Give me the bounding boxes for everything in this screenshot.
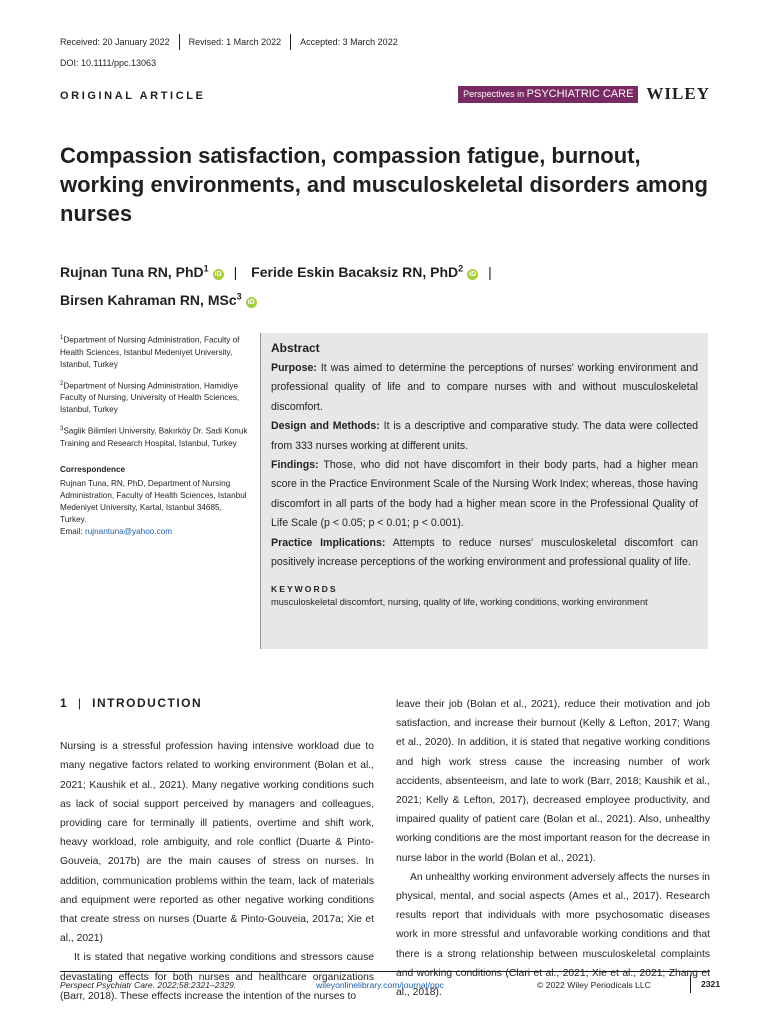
page-number: 2321 <box>690 975 720 993</box>
abstract-body <box>271 359 698 572</box>
correspondence-text: Rujnan Tuna, RN, PhD, Department of Nursing Administration, Faculty of Health Sciences, Istanbul Medeniyet University, Kartal, Istanbul 34685, Turkey. Email: rujnantuna@yahoo.com <box>60 479 247 537</box>
doi[interactable]: DOI: 10.1111/ppc.13063 <box>60 58 157 68</box>
publisher-logo[interactable]: WILEY <box>646 84 710 103</box>
orcid-icon[interactable]: iD <box>214 270 222 278</box>
abstract-findings: Findings: Those, who did not have discomfort in their body parts, had a higher mean score in the Practice Environment Scale of the Nursing Work Index; whereas, those having discomfort in all parts of the body had a higher mean score in the Professional Quality of Life Scale (p < 0.05; p < 0.01; p < 0.001). <box>271 459 698 530</box>
journal-logo[interactable] <box>458 86 638 103</box>
affiliation: $^3$Saglik Bilimleri University, Bakırköy Dr. Sadi Konuk Training and Research Hospital, Istanbul, Turkey <box>60 426 248 449</box>
abstract-design: Design and Methods: It is a descriptive and comparative study. The data were collected from 333 nurses working at different units. <box>271 420 698 452</box>
footer-journal-link[interactable]: wileyonlinelibrary.com/journal/ppc <box>316 980 444 990</box>
abstract-box <box>260 333 708 649</box>
affiliation: $^2$Department of Nursing Administration, Hamidiye Faculty of Nursing, University of Health Sciences, Istanbul, Turkey <box>60 380 240 415</box>
keywords-heading: KEYWORDS <box>271 584 338 595</box>
author-separator: | <box>233 263 238 280</box>
body-column-left <box>60 694 374 1006</box>
journal-logo-name: PSYCHIATRIC CARE <box>526 87 634 100</box>
author[interactable]: Feride Eskin Bacaksiz RN, PhD$^2$ <box>251 263 464 280</box>
abstract-purpose: Purpose: It was aimed to determine the perceptions of nurses' working environment and professional quality of life and to compare nurses with and without musculoskeletal discomfort. <box>271 362 698 413</box>
author[interactable]: Birsen Kahraman RN, MSc$^3$ <box>60 291 242 309</box>
affiliation: $^1$Department of Nursing Administration, Faculty of Health Sciences, Istanbul Medeniyet University, Istanbul, Turkey <box>60 335 240 369</box>
orcid-icon[interactable]: iD <box>247 299 255 307</box>
dates-line <box>60 34 407 50</box>
accepted-date: Accepted: 3 March 2022 <box>300 37 398 47</box>
article-title: Compassion satisfaction, compassion fatigue, burnout, working environments, and musculoskeletal disorders among nurses <box>60 143 708 226</box>
footer-citation: Perspect Psychiatr Care. 2022;58:2321–2329. <box>60 980 237 990</box>
body-column-right <box>396 695 710 1002</box>
footer-copyright: © 2022 Wiley Periodicals LLC <box>537 980 651 990</box>
affiliations <box>60 332 250 538</box>
abstract-heading: Abstract <box>271 341 320 355</box>
revised-date: Revised: 1 March 2022 <box>180 34 292 50</box>
orcid-icon[interactable]: iD <box>469 270 477 278</box>
journal-logo-prefix: Perspectives in <box>463 88 525 99</box>
journal-branding <box>458 84 710 104</box>
email-label: Email: <box>60 527 83 537</box>
received-date: Received: 20 January 2022 <box>60 34 180 50</box>
correspondence-heading: Correspondence <box>60 465 126 475</box>
body-paragraph: leave their job (Bolan et al., 2021), reduce their motivation and job satisfaction, and increase their burnout (Kelly & Lefton, 2017; Wang et al., 2020). In addition, it is stated that negative working conditions and high work stress cause the increasing number of work accidents, absenteeism, and late to work (Barr, 2018; Kaushik et al., 2021; Kelly & Lefton, 2017), decreased employee productivity, and impaired quality of patient care (Bolan et al., 2021). Also, unhealthy working conditions are the most important reason for the decrease in nurse labor in the world (Bolan et al., 2021). <box>396 699 710 864</box>
author-separator: | <box>488 263 492 280</box>
keywords-text: musculoskeletal discomfort, nursing, quality of life, working conditions, working environment <box>271 597 648 608</box>
abstract-implications: Practice Implications: Attempts to reduce nurses' musculoskeletal discomfort can positively increase perceptions of the working environment and professional quality of life. <box>271 536 698 569</box>
article-type: ORIGINAL ARTICLE <box>60 90 206 102</box>
author[interactable]: Rujnan Tuna RN, PhD$^1$ <box>60 263 209 280</box>
author-list <box>60 256 720 313</box>
footer-divider <box>60 971 710 972</box>
email-link[interactable]: rujnantuna@yahoo.com <box>85 527 173 537</box>
body-paragraph: It is stated that negative working conditions and stressors cause devastating effects for both nurses and healthcare organizations (Barr, 2018). These effects increase the intention of the nurses to <box>60 952 374 1002</box>
body-paragraph: An unhealthy working environment adversely affects the nurses in physical, mental, and social aspects (Ames et al., 2017). Research results report that individuals with more psychosomatic diseases work in more stressful and unfavorable working conditions and that there is a strong relationship between musculoskeletal complaints and working conditions (Clari et al., 2021; Xie et al., 2021; Zhang et al., 2018). <box>396 871 710 999</box>
body-paragraph: Nursing is a stressful profession having intensive workload due to many negative factors related to working environment (Bolan et al., 2021; Kaushik et al., 2021). Many negative working conditions such as lack of social support perceived by managers and colleagues, providing care for terminally ill patients, overtime and shift work, heavy workload, role ambiguity, and role conflict (Duarte & Pinto-Gouveia, 2017b) are the main causes of stress on nurses. In addition, communication problems within the team, lack of materials and equipment were reported as other negative working conditions that create stress on nurses (Duarte & Pinto-Gouveia, 2017a; Xie et al., 2021) <box>60 741 374 945</box>
section-heading: 1 | INTRODUCTION <box>60 696 203 710</box>
